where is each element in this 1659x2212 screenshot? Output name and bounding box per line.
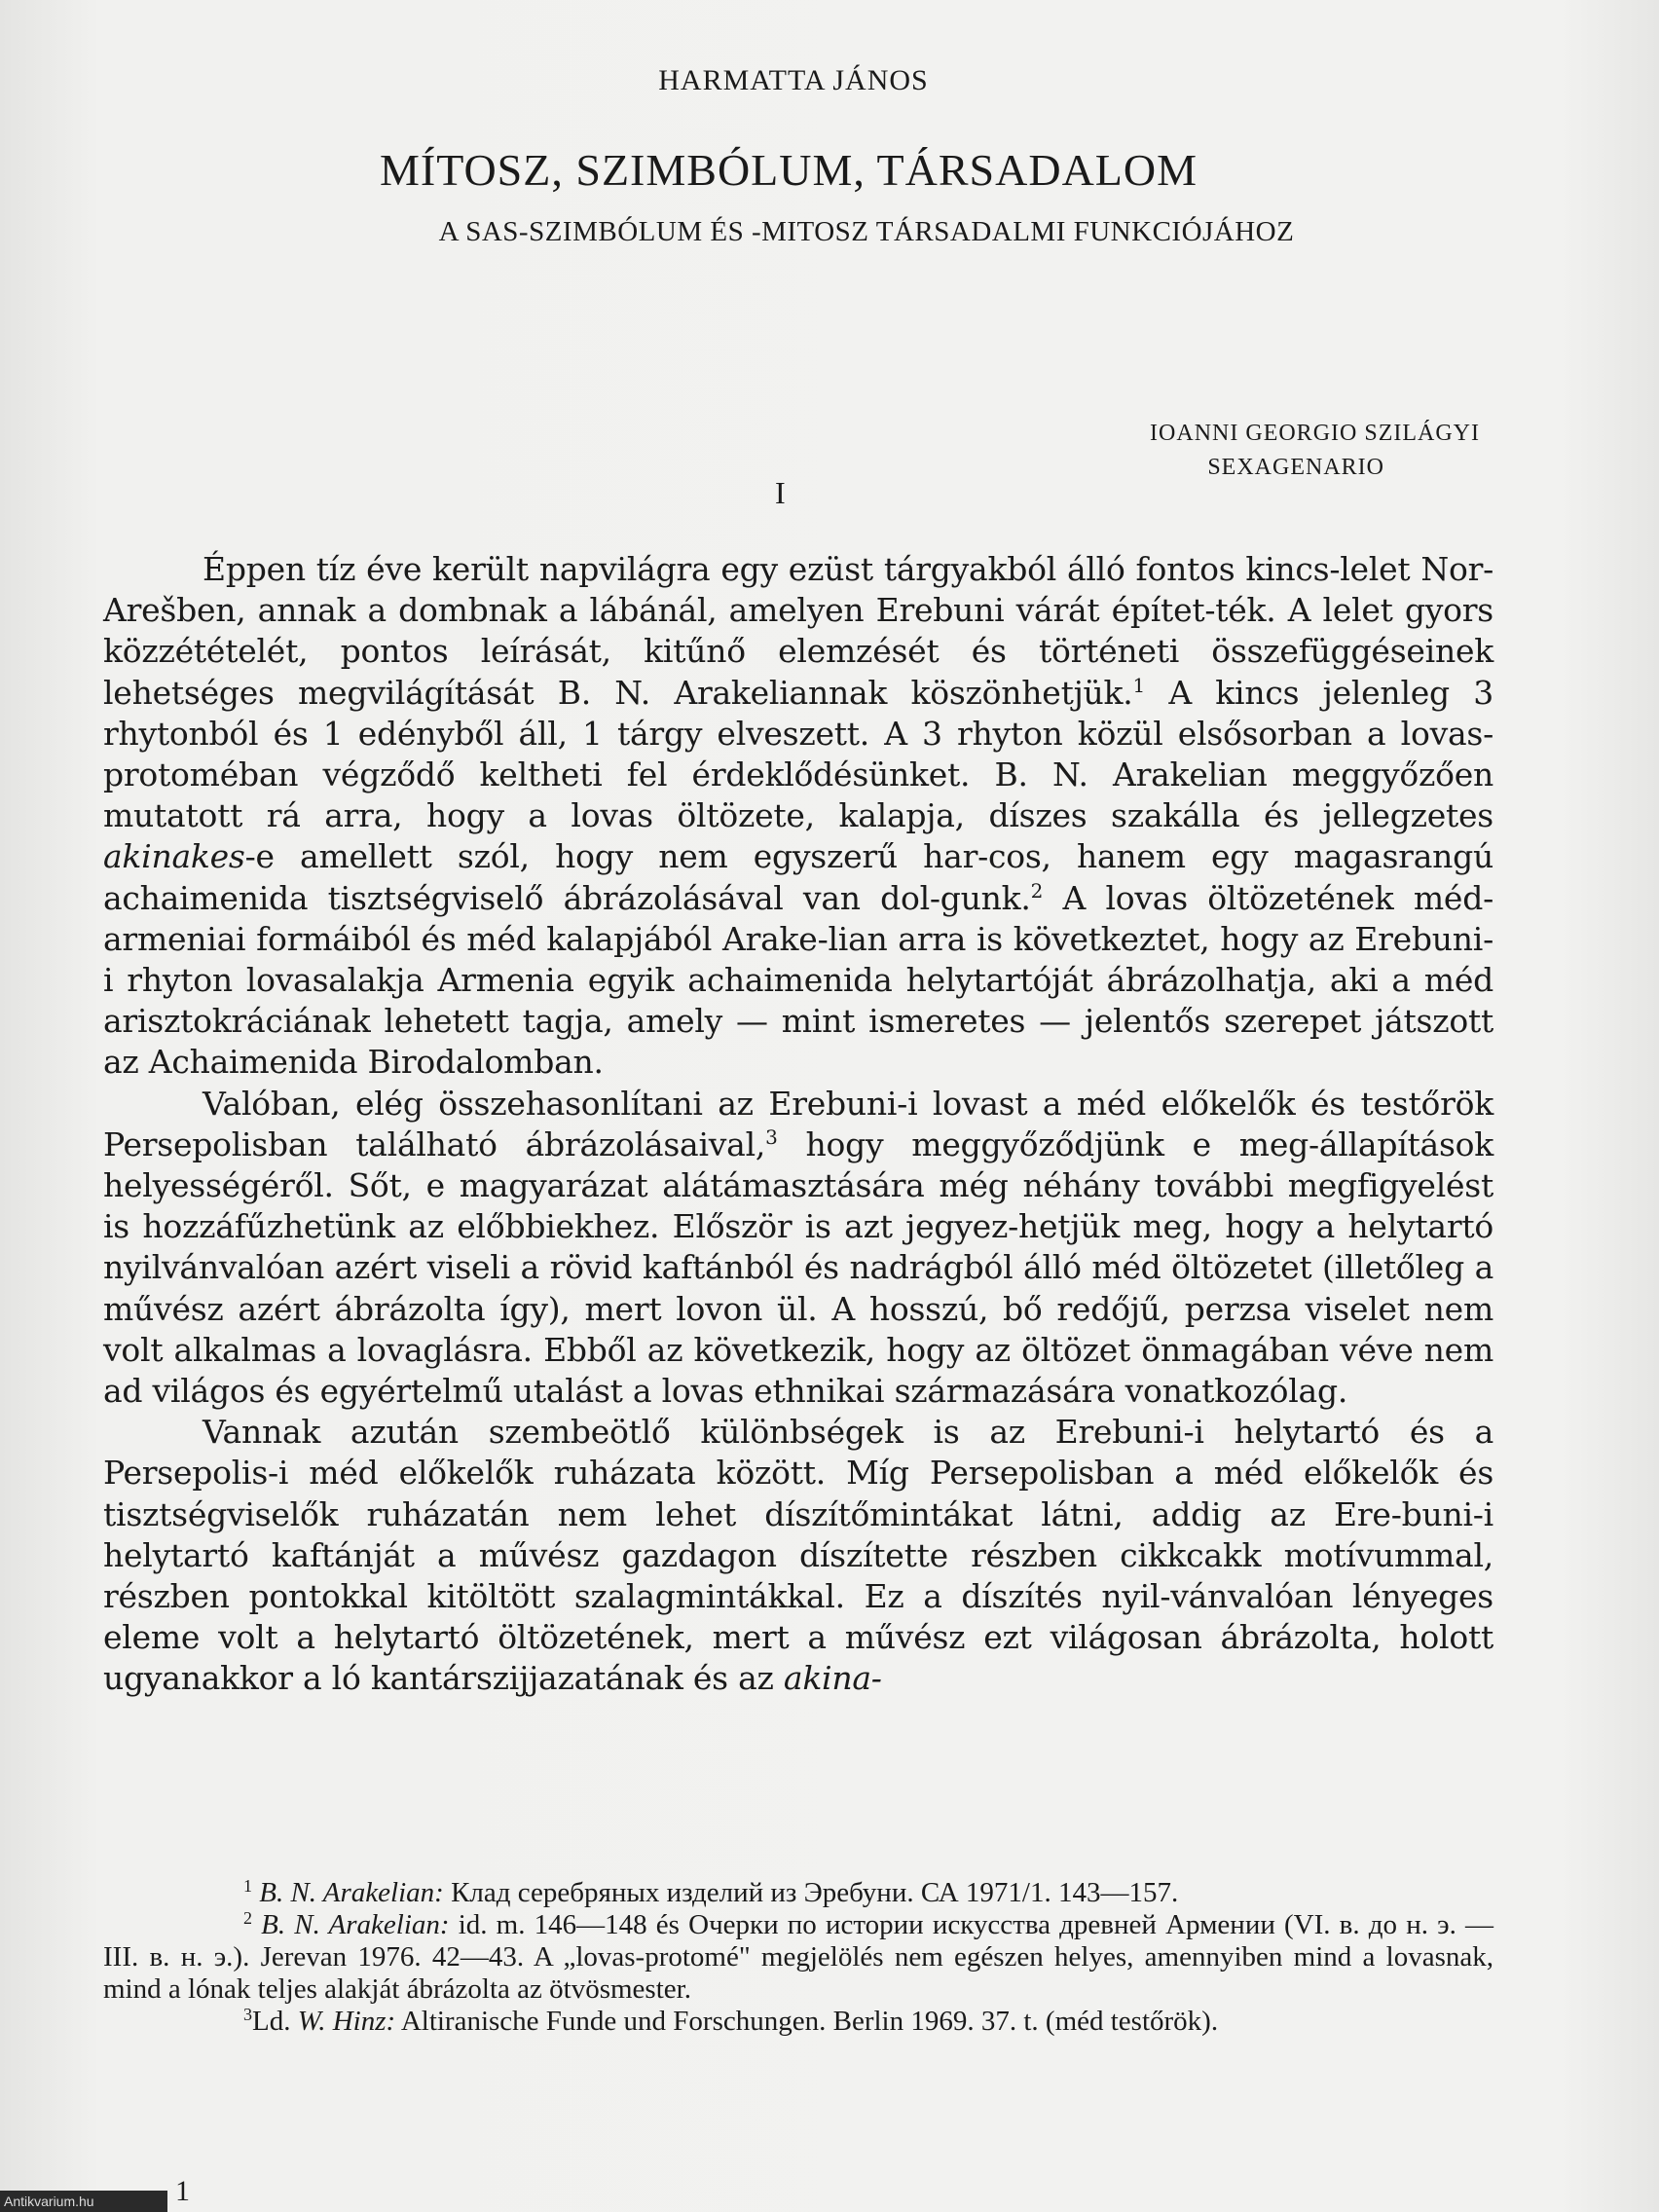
footnote-mark-1: 1 bbox=[243, 1876, 252, 1896]
paragraph-3 bbox=[103, 1412, 1493, 1699]
body-text bbox=[103, 549, 1493, 1700]
article-subtitle: A SAS-SZIMBÓLUM ÉS -MITOSZ TÁRSADALMI FUNKCIÓJÁHOZ bbox=[438, 216, 1295, 247]
footnote-mark-3: 3 bbox=[243, 2005, 252, 2024]
paragraph-1-text-c: -e amellett szól, hogy nem egyszerű har-cos, hanem egy magasrangú achaimenida tisztségviselő ábrázolásával van dol-gunk. bbox=[103, 837, 1493, 917]
footnote-ref-2: 2 bbox=[1030, 878, 1044, 903]
footnote-ref-3: 3 bbox=[765, 1124, 778, 1149]
article-title: MÍTOSZ, SZIMBÓLUM, TÁRSADALOM bbox=[379, 145, 1198, 195]
footnote-2-author: B. N. Arakelian: bbox=[261, 1909, 450, 1940]
author-name: HARMATTA JÁNOS bbox=[658, 64, 929, 96]
dedication-line-1: IOANNI GEORGIO SZILÁGYI bbox=[1150, 421, 1480, 446]
italic-term-end: akina- bbox=[783, 1659, 882, 1698]
paragraph-2-text-a: Valóban, elég összehasonlítani az Erebuni-i lovast a méd előkelők és testőrök Persepolisban található ábrázolásaival, bbox=[103, 1084, 1493, 1163]
footnote-1 bbox=[103, 1877, 1493, 1909]
paragraph-2-text-b: hogy meggyőződjünk e meg-állapítások helyességéről. Sőt, e magyarázat alátámasztására még néhány további megfigyelést is hozzáfűzhetünk az előbbiekhez. Először is azt jegyez-hetjük meg, hogy a helytartó nyilvánvalóan azért viseli a rövid kaftánból és nadrágból álló méd öltözetet (illetőleg a művész azért ábrázolta így), mert lovon ül. A hosszú, bő redőjű, perzsa viselet nem volt alkalmas a lovaglásra. Ebből az következik, hogy az öltözet önmagában véve nem ad világos és egyértelmű utalást a lovas ethnikai származására vonatkozólag. bbox=[103, 1124, 1493, 1411]
footnote-1-author: B. N. Arakelian: bbox=[259, 1877, 444, 1908]
footnote-3-text: Altiranische Funde und Forschungen. Berlin 1969. 37. t. (méd testőrök). bbox=[395, 2006, 1219, 2037]
paragraph-1 bbox=[103, 549, 1493, 1084]
paragraph-1-text-b: A kincs jelenleg 3 rhytonból és 1 edényből áll, 1 tárgy elveszett. A 3 rhyton közül elsősorban a lovas-protoméban végződő keltheti fel érdeklődésünket. B. N. Arakelian meggyőzően mutatott rá arra, hogy a lovas öltözete, kalapja, díszes szakálla és jellegzetes bbox=[103, 673, 1493, 835]
page-number: 1 bbox=[175, 2175, 190, 2207]
footnote-2 bbox=[103, 1909, 1493, 2006]
footnote-ref-1: 1 bbox=[1132, 673, 1146, 697]
footnote-mark-2: 2 bbox=[243, 1908, 252, 1928]
paragraph-1-text-a: Éppen tíz éve került napvilágra egy ezüst tárgyakból álló fontos kincs-lelet Nor-Arešben, annak a dombnak a lábánál, amelyen Erebuni várát építet-ték. A lelet gyors közzétételét, pontos leírását, kitűnő elemzését és történeti összefüggéseinek lehetséges megvilágítását B. N. Arakeliannak köszönhetjük. bbox=[103, 550, 1493, 712]
watermark: Antikvarium.hu bbox=[0, 2191, 167, 2212]
footnote-3 bbox=[103, 2006, 1493, 2038]
footnote-2-text: id. m. 146—148 és Очерки по истории искусства древней Армении (VI. в. до н. э. — III. в. н. э.). Jerevan 1976. 42—43. A „lovas-protomé" megjelölés nem egészen helyes, amennyiben mind a lovasnak, mind a lónak teljes alakját ábrázolta az ötvösmester. bbox=[103, 1909, 1493, 2005]
italic-term: akinakes bbox=[103, 837, 245, 876]
dedication bbox=[974, 417, 1480, 485]
footnote-3-author: W. Hinz: bbox=[297, 2006, 396, 2037]
section-number: I bbox=[775, 475, 786, 510]
footnotes bbox=[103, 1877, 1493, 2038]
paragraph-3-text-a: Vannak azután szembeötlő különbségek is az Erebuni-i helytartó és a Persepolis-i méd előkelők ruházata között. Míg Persepolisban a méd előkelők és tisztségviselők ruházatán nem lehet díszítőmintákat látni, addig az Ere-buni-i helytartó kaftánját a művész gazdagon díszítette részben cikkcakk motívummal, részben pontokkal kitöltött szalagmintákkal. Ez a díszítés nyil-vánvalóan lényeges eleme volt a helytartó öltözetének, mert a művész ezt világosan ábrázolta, holott ugyanakkor a ló kantárszijjazatának és az bbox=[103, 1413, 1493, 1698]
paragraph-2 bbox=[103, 1084, 1493, 1413]
footnote-1-text: Клад серебряных изделий из Эребуни. СА 1971/1. 143—157. bbox=[443, 1877, 1179, 1908]
paragraph-1-text-d: A lovas öltözetének méd-armeniai formáiból és méd kalapjából Arake-lian arra is következtet, hogy az Erebuni-i rhyton lovasalakja Armenia egyik achaimenida helytartóját ábrázolhatja, aki a méd arisztokráciának lehetett tagja, amely — mint ismeretes — jelentős szerepet játszott az Achaimenida Birodalomban. bbox=[103, 878, 1493, 1082]
footnote-3-prefix: Ld. bbox=[252, 2006, 298, 2037]
dedication-line-2: SEXAGENARIO bbox=[1207, 455, 1384, 480]
